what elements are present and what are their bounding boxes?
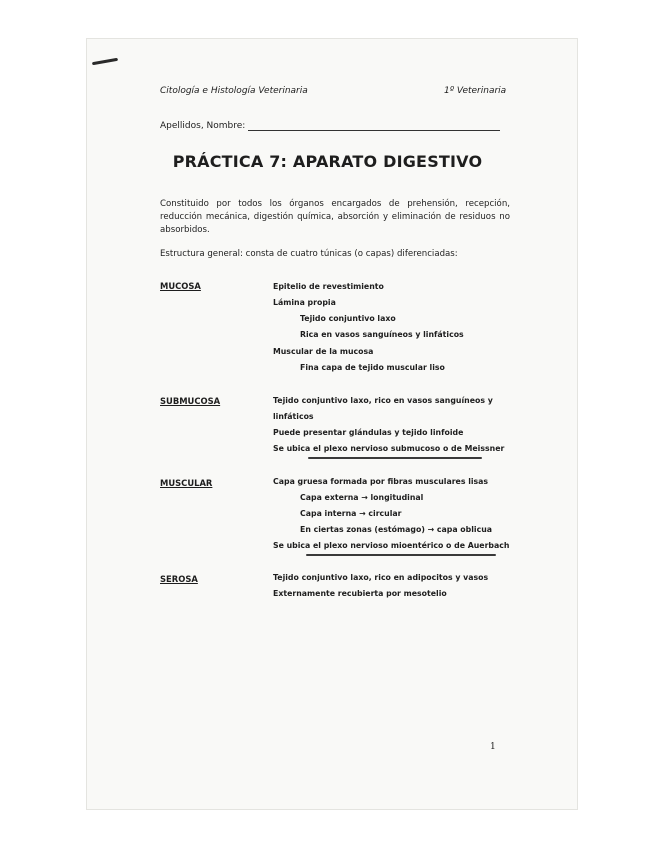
page-title: PRÁCTICA 7: APARATO DIGESTIVO [172,152,483,171]
intro-paragraph: Constituido por todos los órganos encargados de prehensión, recepción, reducción mecánica, digestión química, absorción y eliminación de residuos no absorbidos. [160,199,510,235]
muscular-line-3: Capa interna → circular [300,509,402,518]
mucosa-line-3: Tejido conjuntivo laxo [300,314,396,323]
section-label-serosa: SEROSA [160,574,198,584]
submucosa-line-2: linfáticos [273,412,314,421]
name-field [160,121,500,131]
pen-underline-meissner [308,457,482,459]
section-label-muscular: MUSCULAR [160,478,213,488]
submucosa-line-1: Tejido conjuntivo laxo, rico en vasos sanguíneos y [273,396,493,405]
course-header: Citología e Histología Veterinaria [160,86,308,96]
mucosa-line-4: Rica en vasos sanguíneos y linfáticos [300,330,464,339]
submucosa-line-4: Se ubica el plexo nervioso submucoso o de Meissner [273,444,505,453]
submucosa-line-3: Puede presentar glándulas y tejido linfoide [273,428,464,437]
serosa-line-1: Tejido conjuntivo laxo, rico en adipocitos y vasos [273,573,489,582]
mucosa-line-6: Fina capa de tejido muscular liso [300,363,445,372]
muscular-line-1: Capa gruesa formada por fibras musculares lisas [273,477,489,486]
pen-underline-auerbach [306,554,496,556]
name-label: Apellidos, Nombre: [160,121,246,131]
year-header: 1º Veterinaria [444,86,507,96]
muscular-line-2: Capa externa → longitudinal [300,493,424,502]
section-label-mucosa: MUCOSA [160,281,201,291]
name-blank-line [248,121,500,131]
section-label-submucosa: SUBMUCOSA [160,396,221,406]
muscular-line-4: En ciertas zonas (estómago) → capa oblicua [300,525,493,534]
page-number: 1 [490,742,496,752]
muscular-line-5: Se ubica el plexo nervioso mioentérico o de Auerbach [273,541,510,550]
mucosa-line-5: Muscular de la mucosa [273,347,374,356]
structure-intro: Estructura general: consta de cuatro túnicas (o capas) diferenciadas: [160,249,458,259]
mucosa-line-1: Epitelio de revestimiento [273,282,384,291]
mucosa-line-2: Lámina propia [273,298,336,307]
serosa-line-2: Externamente recubierta por mesotelio [273,589,447,598]
